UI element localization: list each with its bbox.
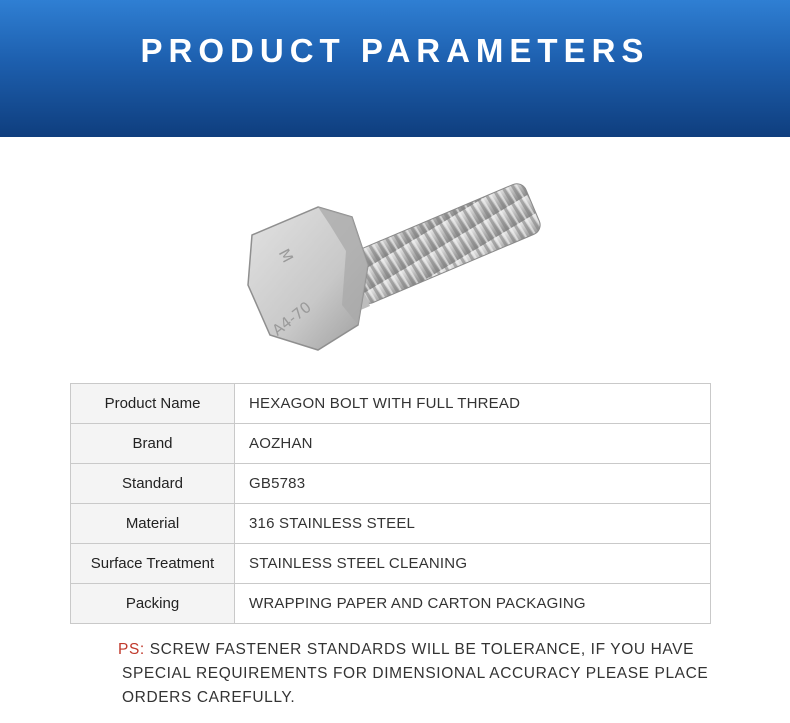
note-line-1: SCREW FASTENER STANDARDS WILL BE TOLERANCE, IF YOU HAVE (149, 641, 695, 658)
note-line-3: ORDERS CAREFULLY. (122, 689, 296, 706)
product-parameters-table (70, 383, 711, 624)
table-row (71, 384, 711, 424)
param-label: Packing (71, 584, 235, 624)
note-prefix: PS: (118, 641, 145, 658)
table-row (71, 504, 711, 544)
hex-bolt-image (230, 155, 560, 370)
param-label: Surface Treatment (71, 544, 235, 584)
tolerance-note (118, 638, 718, 710)
param-label: Product Name (71, 384, 235, 424)
param-value: STAINLESS STEEL CLEANING (235, 544, 711, 584)
param-value: WRAPPING PAPER AND CARTON PACKAGING (235, 584, 711, 624)
table-row (71, 464, 711, 504)
param-label: Material (71, 504, 235, 544)
param-label: Standard (71, 464, 235, 504)
param-value: HEXAGON BOLT WITH FULL THREAD (235, 384, 711, 424)
head-marking-grade: A4-70 (268, 297, 315, 340)
table-row (71, 424, 711, 464)
table-row (71, 584, 711, 624)
param-label: Brand (71, 424, 235, 464)
header-banner (0, 0, 790, 137)
note-line-2: SPECIAL REQUIREMENTS FOR DIMENSIONAL ACCURACY PLEASE PLACE (122, 665, 709, 682)
table-row (71, 544, 711, 584)
param-value: AOZHAN (235, 424, 711, 464)
head-marking-m: M (274, 245, 297, 266)
page-title: PRODUCT PARAMETERS (140, 31, 650, 69)
param-value: GB5783 (235, 464, 711, 504)
param-value: 316 STAINLESS STEEL (235, 504, 711, 544)
